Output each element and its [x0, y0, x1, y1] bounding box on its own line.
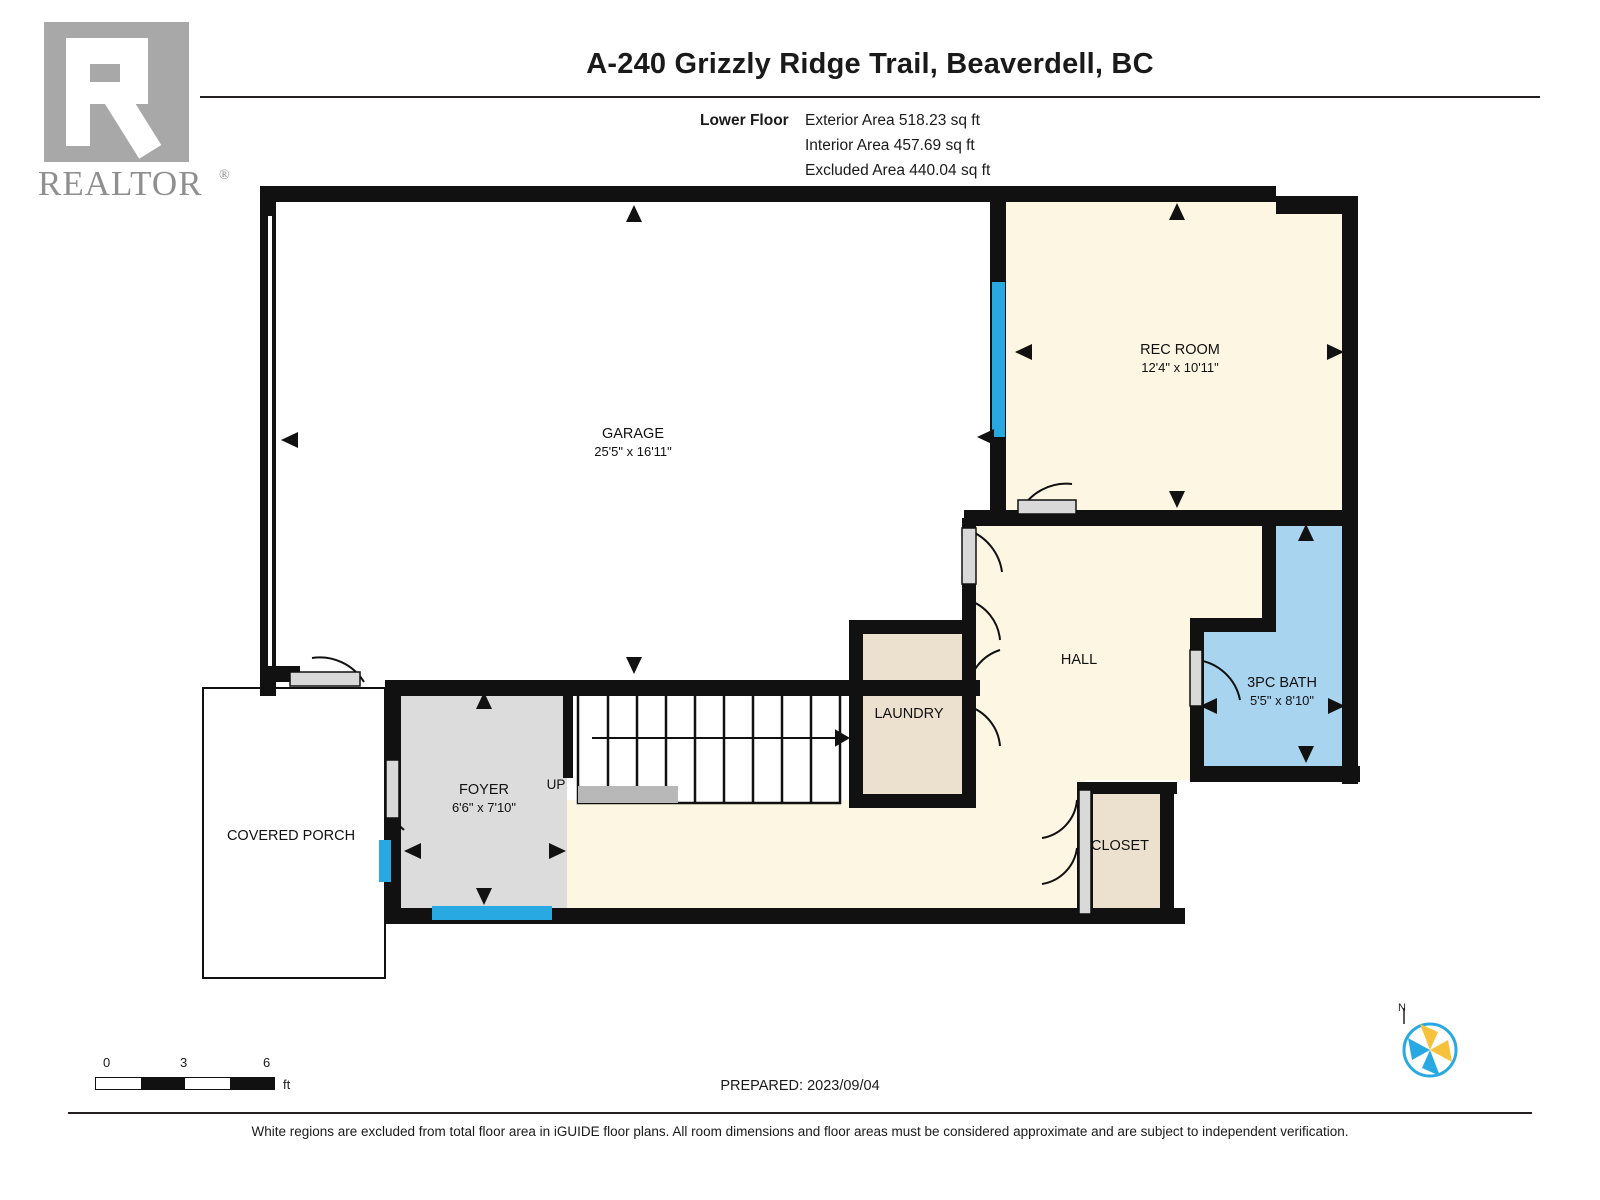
window-foyer-left	[379, 840, 391, 882]
staircase	[578, 688, 840, 803]
room-label-rec-room: REC ROOM	[1140, 342, 1220, 358]
room-label-foyer: FOYER	[459, 782, 509, 798]
compass-rose	[1390, 1002, 1470, 1082]
room-fill-rec-room	[1004, 200, 1356, 518]
registered-trademark-mark: ®	[219, 168, 230, 183]
room-label-bath: 3PC BATH	[1247, 675, 1317, 691]
room-label-garage: GARAGE	[601, 426, 665, 442]
room-dim-rec-room: 12'4" x 10'11"	[1141, 360, 1219, 375]
floor-label: Lower Floor	[700, 112, 789, 129]
interior-area: Interior Area 457.69 sq ft	[805, 137, 975, 154]
room-label-hall: HALL	[1060, 652, 1098, 668]
window-rec-room-left	[992, 282, 1005, 437]
room-dim-garage: 25'5" x 16'11"	[594, 444, 672, 459]
realtor-wordmark: REALTOR	[38, 164, 203, 203]
scale-unit-label: ft	[283, 1077, 291, 1092]
scale-bar	[95, 1055, 315, 1100]
disclaimer-text: White regions are excluded from total floor area in iGUIDE floor plans. All room dimensions and floor areas must be considered approximate and are subject to independent verification.	[251, 1124, 1349, 1139]
scale-tick-3: 3	[180, 1055, 188, 1070]
footer-divider	[68, 1112, 1532, 1114]
room-label-closet: CLOSET	[1090, 838, 1150, 854]
scale-tick-0: 0	[103, 1055, 111, 1070]
room-label-laundry: LAUNDRY	[874, 706, 944, 722]
scale-tick-6: 6	[263, 1055, 271, 1070]
room-dim-bath: 5'5" x 8'10"	[1249, 693, 1315, 708]
window-front-bottom	[432, 906, 552, 920]
room-label-covered-porch: COVERED PORCH	[226, 828, 356, 844]
page-title: A-240 Grizzly Ridge Trail, Beaverdell, BC	[586, 48, 1154, 80]
scale-bar-graphic	[95, 1077, 275, 1090]
stair-up-label: UP	[546, 777, 566, 792]
room-dim-foyer: 6'6" x 7'10"	[451, 800, 517, 815]
compass-icon	[1390, 1002, 1470, 1082]
exterior-area: Exterior Area 518.23 sq ft	[805, 112, 980, 129]
prepared-date: PREPARED: 2023/09/04	[720, 1078, 880, 1094]
excluded-area: Excluded Area 440.04 sq ft	[805, 162, 991, 179]
compass-north-label: N	[1398, 1002, 1406, 1014]
